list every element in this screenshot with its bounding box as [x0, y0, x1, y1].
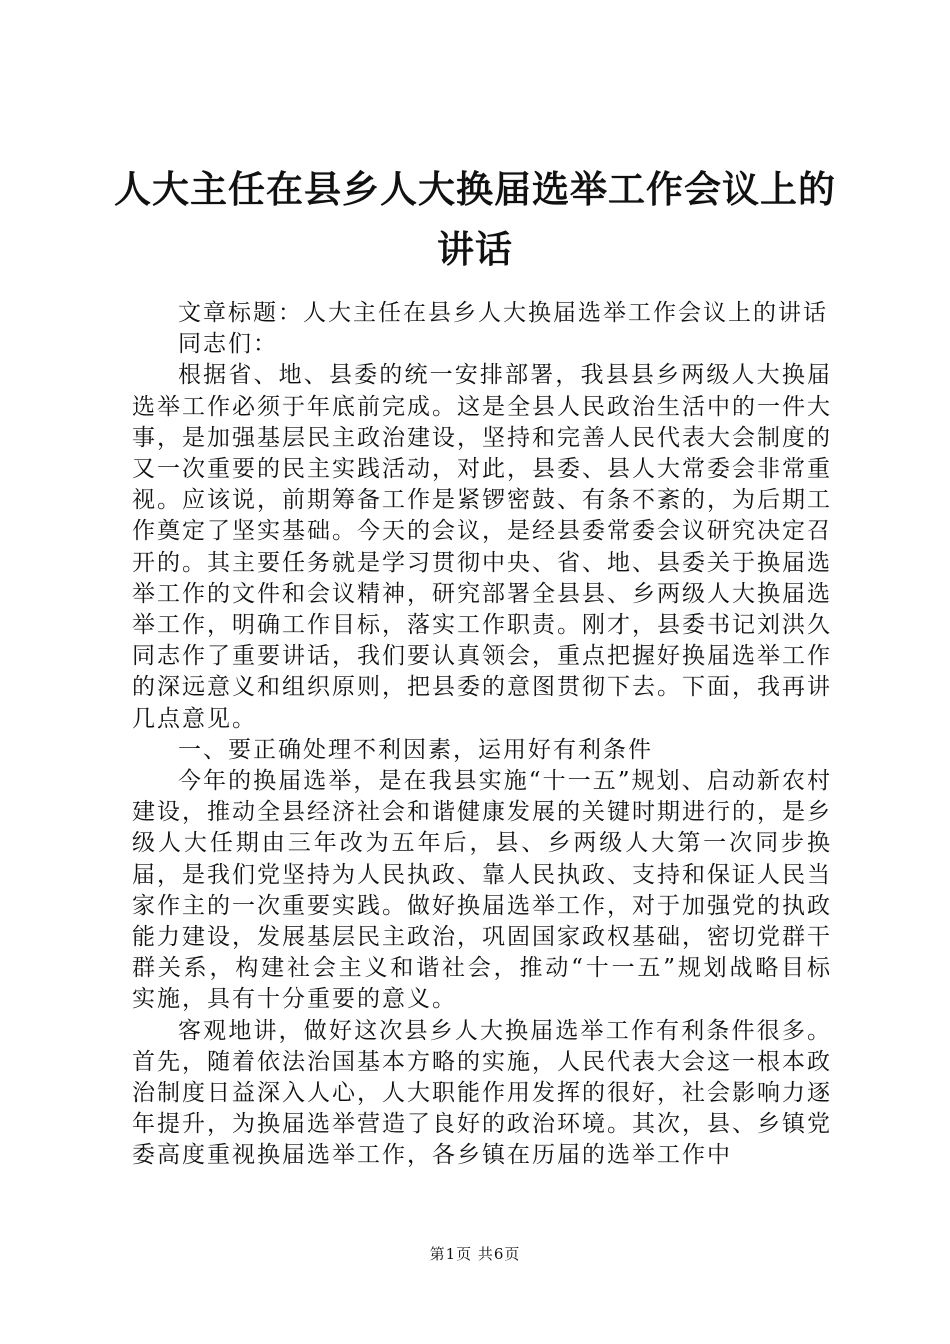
document-title: 人大主任在县乡人大换届选举工作会议上的讲话 — [114, 168, 836, 271]
article-title-line: 文章标题：人大主任在县乡人大换届选举工作会议上的讲话 — [178, 300, 828, 326]
paragraph-significance: 今年的换届选举，是在我县实施“十一五”规划、启动新农村建设，推动全县经济社会和谐健康发展的关键时期进行的，是乡级人大任期由三年改为五年后，县、乡两级人大第一次同步换届，是我们党坚持为人民执政、靠人民执政、支持和保证人民当家作主的一次重要实践。做好换届选举工作，对于加强党的执政能力建设，发展基层民主政治，巩固国家政权基础，密切党群干群关系，构建社会主义和谐社会，推动“十一五”规划战略目标实施，具有十分重要的意义。 — [132, 768, 832, 1013]
paragraph-intro: 根据省、地、县委的统一安排部署，我县县乡两级人大换届选举工作必须于年底前完成。这是全县人民政治生活中的一件大事，是加强基层民主政治建设，坚持和完善人民代表大会制度的又一次重要的民主实践活动，对此，县委、县人大常委会非常重视。应该说，前期筹备工作是紧锣密鼓、有条不紊的，为后期工作奠定了坚实基础。今天的会议，是经县委常委会议研究决定召开的。其主要任务就是学习贯彻中央、省、地、县委关于换届选举工作的文件和会议精神，研究部署全县县、乡两级人大换届选举工作，明确工作目标，落实工作职责。刚才，县委书记刘洪久同志作了重要讲话，我们要认真领会，重点把握好换届选举工作的深远意义和组织原则，把县委的意图贯彻下去。下面，我再讲几点意见。 — [132, 362, 832, 732]
document-body — [132, 298, 832, 1172]
paragraph-favorable-conditions: 客观地讲，做好这次县乡人大换届选举工作有利条件很多。首先，随着依法治国基本方略的实施，人民代表大会这一根本政治制度日益深入人心，人大职能作用发挥的很好，社会影响力逐年提升，为换届选举营造了良好的政治环境。其次，县、乡镇党委高度重视换届选举工作，各乡镇在历届的选举工作中 — [132, 1017, 832, 1169]
section-heading-1: 一、要正确处理不利因素，运用好有利条件 — [178, 736, 653, 763]
page-number-footer: 第1页 共6页 — [429, 1245, 521, 1263]
salutation: 同志们： — [178, 331, 278, 358]
